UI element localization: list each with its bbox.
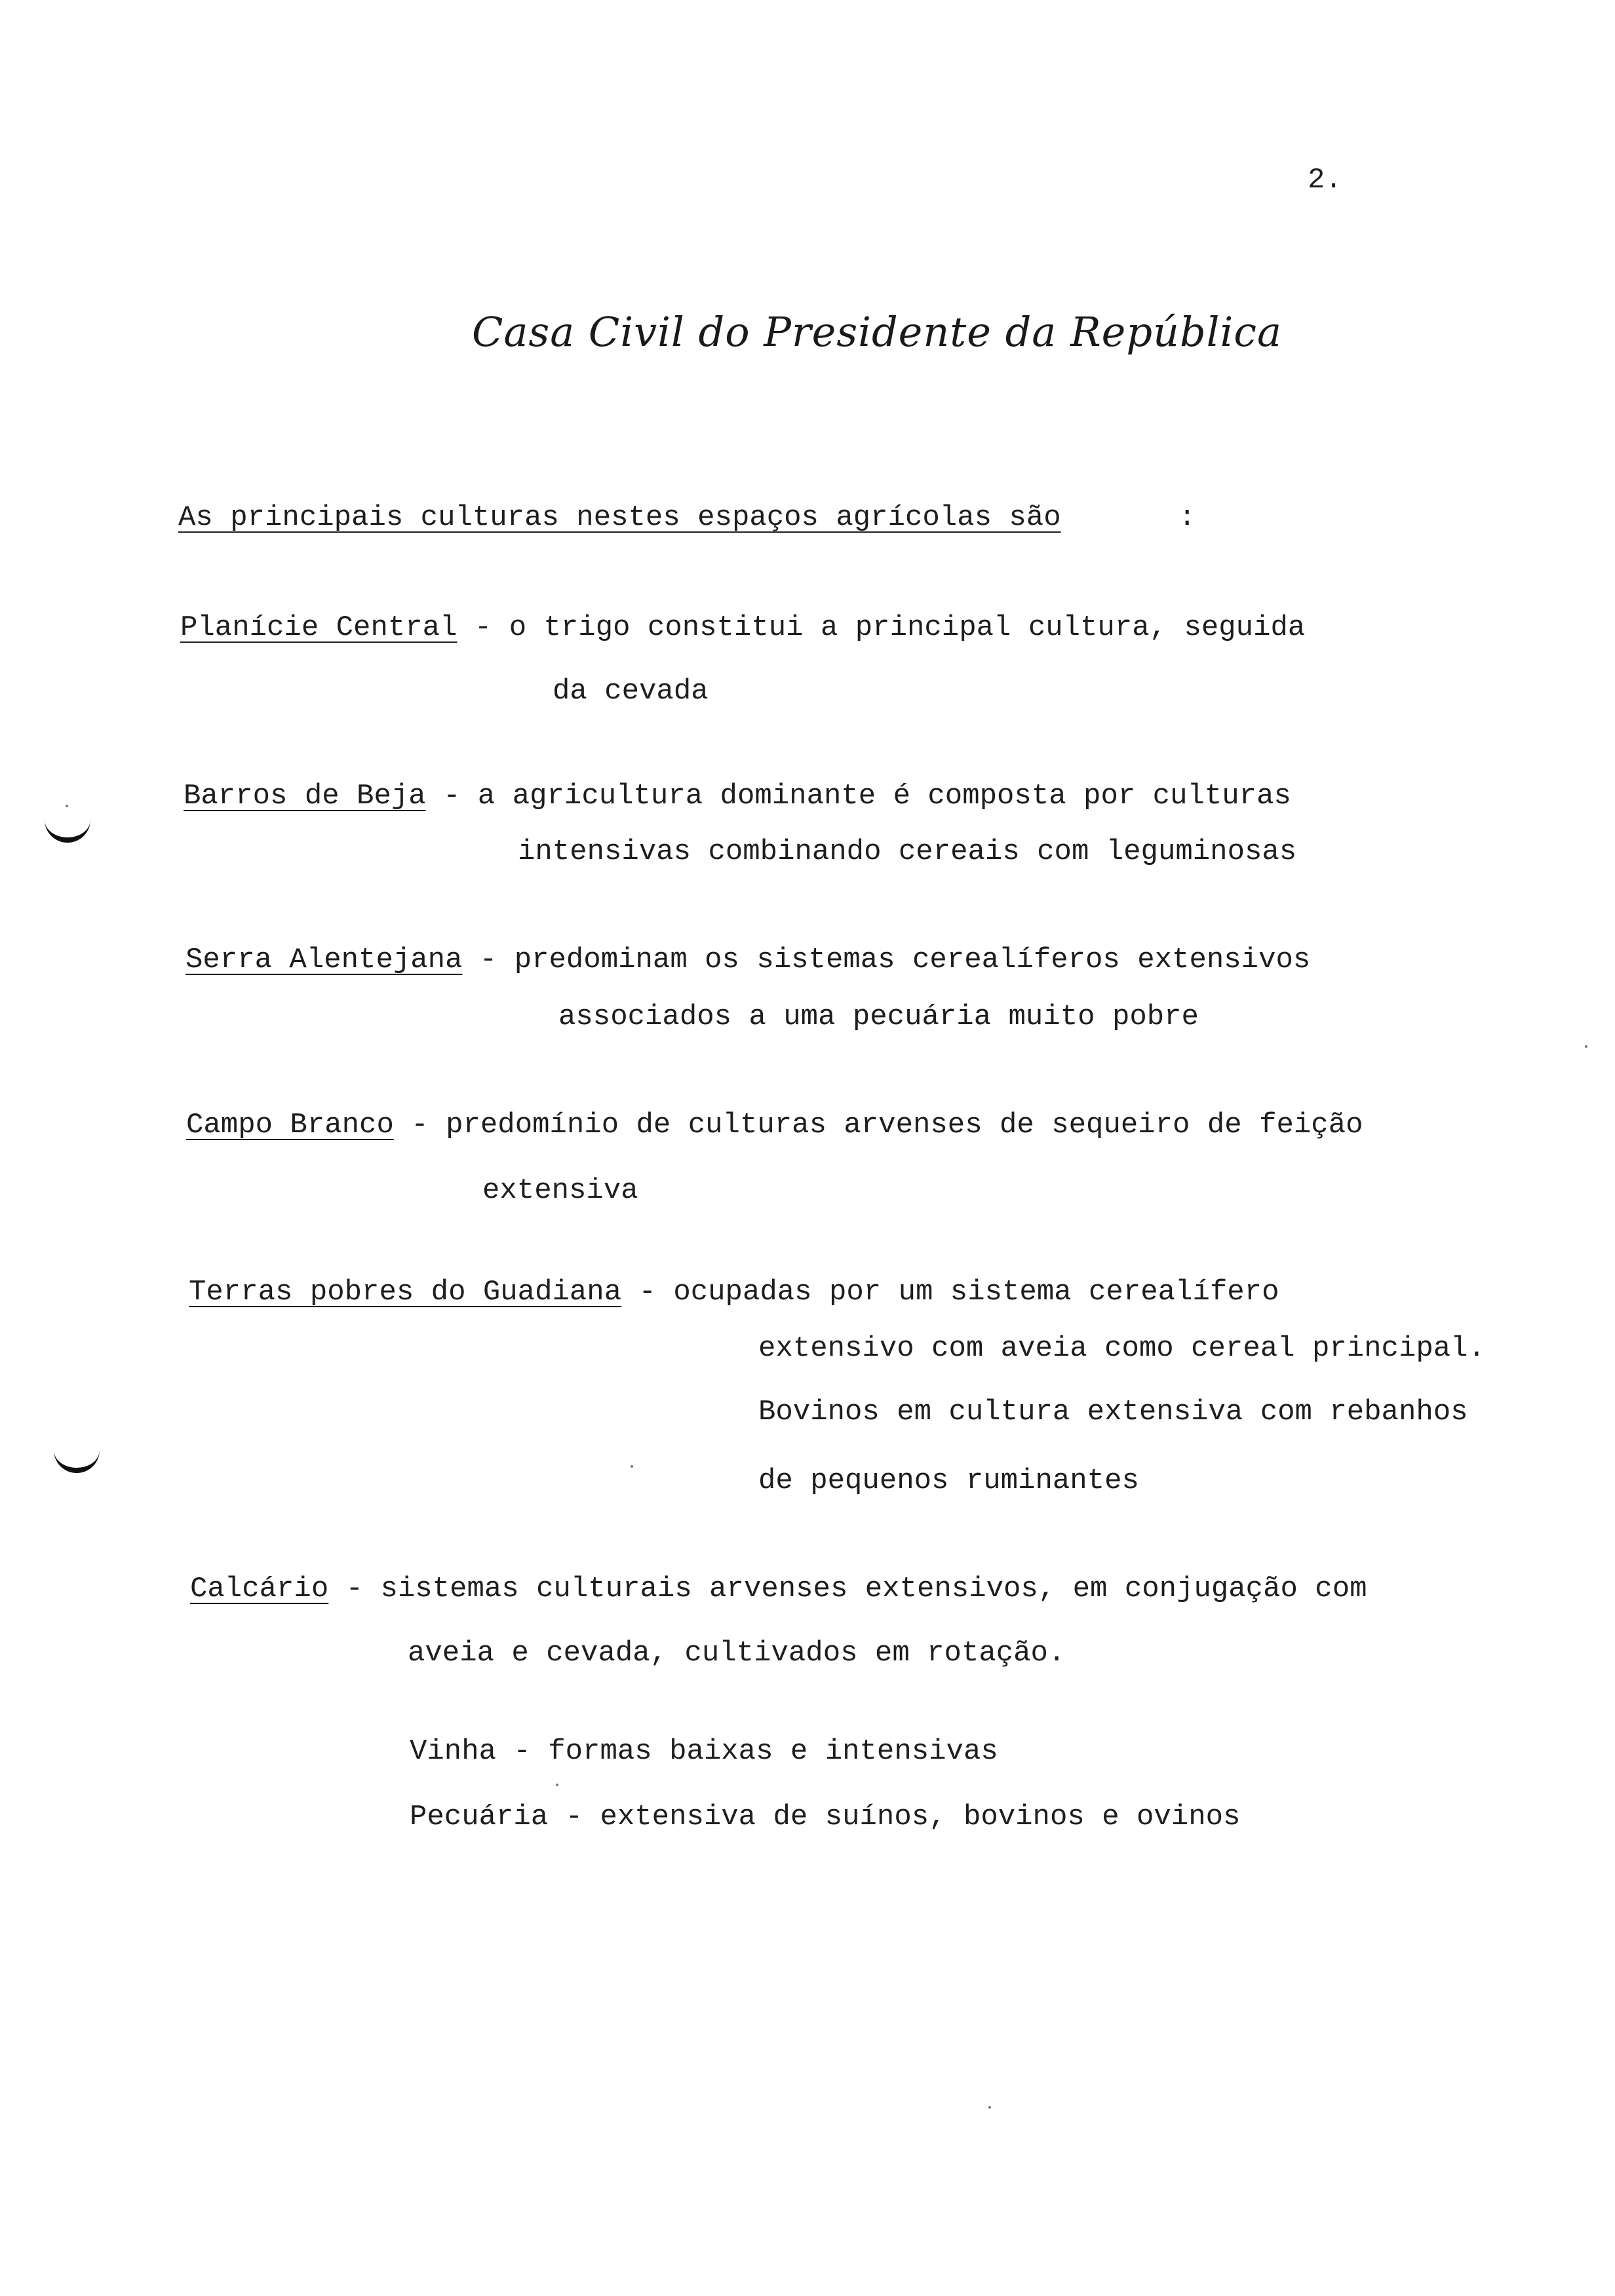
- subitem-pecuaria: Pecuária - extensiva de suínos, bovinos e ovinos: [410, 1801, 1241, 1833]
- entry-continuation: aveia e cevada, cultivados em rotação.: [408, 1637, 1066, 1670]
- entry-continuation: de pequenos ruminantes: [758, 1464, 1139, 1497]
- scan-speck: [66, 805, 68, 807]
- entry-text: predominam os sistemas cerealíferos extensivos: [514, 944, 1311, 976]
- entry-continuation: associados a uma pecuária muito pobre: [558, 1001, 1199, 1033]
- page-number: 2.: [1308, 164, 1342, 197]
- entry-text: a agricultura dominante é composta por culturas: [477, 780, 1291, 813]
- entry-text: o trigo constitui a principal cultura, seguida: [509, 611, 1306, 644]
- entry-separator: -: [457, 611, 509, 644]
- entry-barros-de-beja: [184, 780, 1291, 813]
- scan-speck: [631, 1465, 633, 1468]
- intro-heading: [178, 501, 1061, 534]
- entry-terras-pobres-do-guadiana: [189, 1276, 1279, 1309]
- entry-separator: -: [621, 1276, 674, 1309]
- entry-separator: -: [328, 1573, 381, 1605]
- entry-text: sistemas culturais arvenses extensivos, em conjugação com: [380, 1573, 1367, 1605]
- binder-hole-mark: [54, 1448, 100, 1473]
- entry-continuation: da cevada: [553, 675, 709, 708]
- scan-speck: [556, 1784, 558, 1786]
- entry-continuation: intensivas combinando cereais com leguminosas: [518, 835, 1297, 868]
- entry-term: Serra Alentejana: [185, 944, 463, 976]
- subitem-vinha: Vinha - formas baixas e intensivas: [410, 1735, 998, 1768]
- entry-calcario: [190, 1573, 1367, 1605]
- entry-term: Barros de Beja: [184, 780, 426, 813]
- entry-planicie-central: [180, 611, 1305, 644]
- entry-text: predomínio de culturas arvenses de sequeiro de feição: [446, 1109, 1363, 1141]
- entry-continuation: Bovinos em cultura extensiva com rebanhos: [758, 1396, 1468, 1428]
- entry-separator: -: [393, 1109, 446, 1141]
- letterhead: Casa Civil do Presidente da República: [472, 308, 1282, 356]
- entry-continuation: extensivo com aveia como cereal principal.: [758, 1332, 1485, 1365]
- intro-colon: :: [1178, 501, 1196, 534]
- entry-term: Planície Central: [180, 611, 457, 644]
- entry-continuation: extensiva: [482, 1174, 638, 1207]
- scan-speck: [988, 2106, 991, 2109]
- binder-hole-mark: [45, 818, 90, 843]
- entry-separator: -: [462, 944, 515, 976]
- scan-speck: [1585, 1045, 1587, 1048]
- entry-term: Calcário: [190, 1573, 329, 1605]
- entry-text: ocupadas por um sistema cerealífero: [673, 1276, 1279, 1309]
- entry-separator: -: [425, 780, 478, 813]
- entry-term: Terras pobres do Guadiana: [189, 1276, 622, 1309]
- entry-campo-branco: [186, 1109, 1363, 1141]
- entry-serra-alentejana: [185, 944, 1310, 976]
- intro-text: As principais culturas nestes espaços agrícolas são: [178, 501, 1061, 534]
- entry-term: Campo Branco: [186, 1109, 394, 1141]
